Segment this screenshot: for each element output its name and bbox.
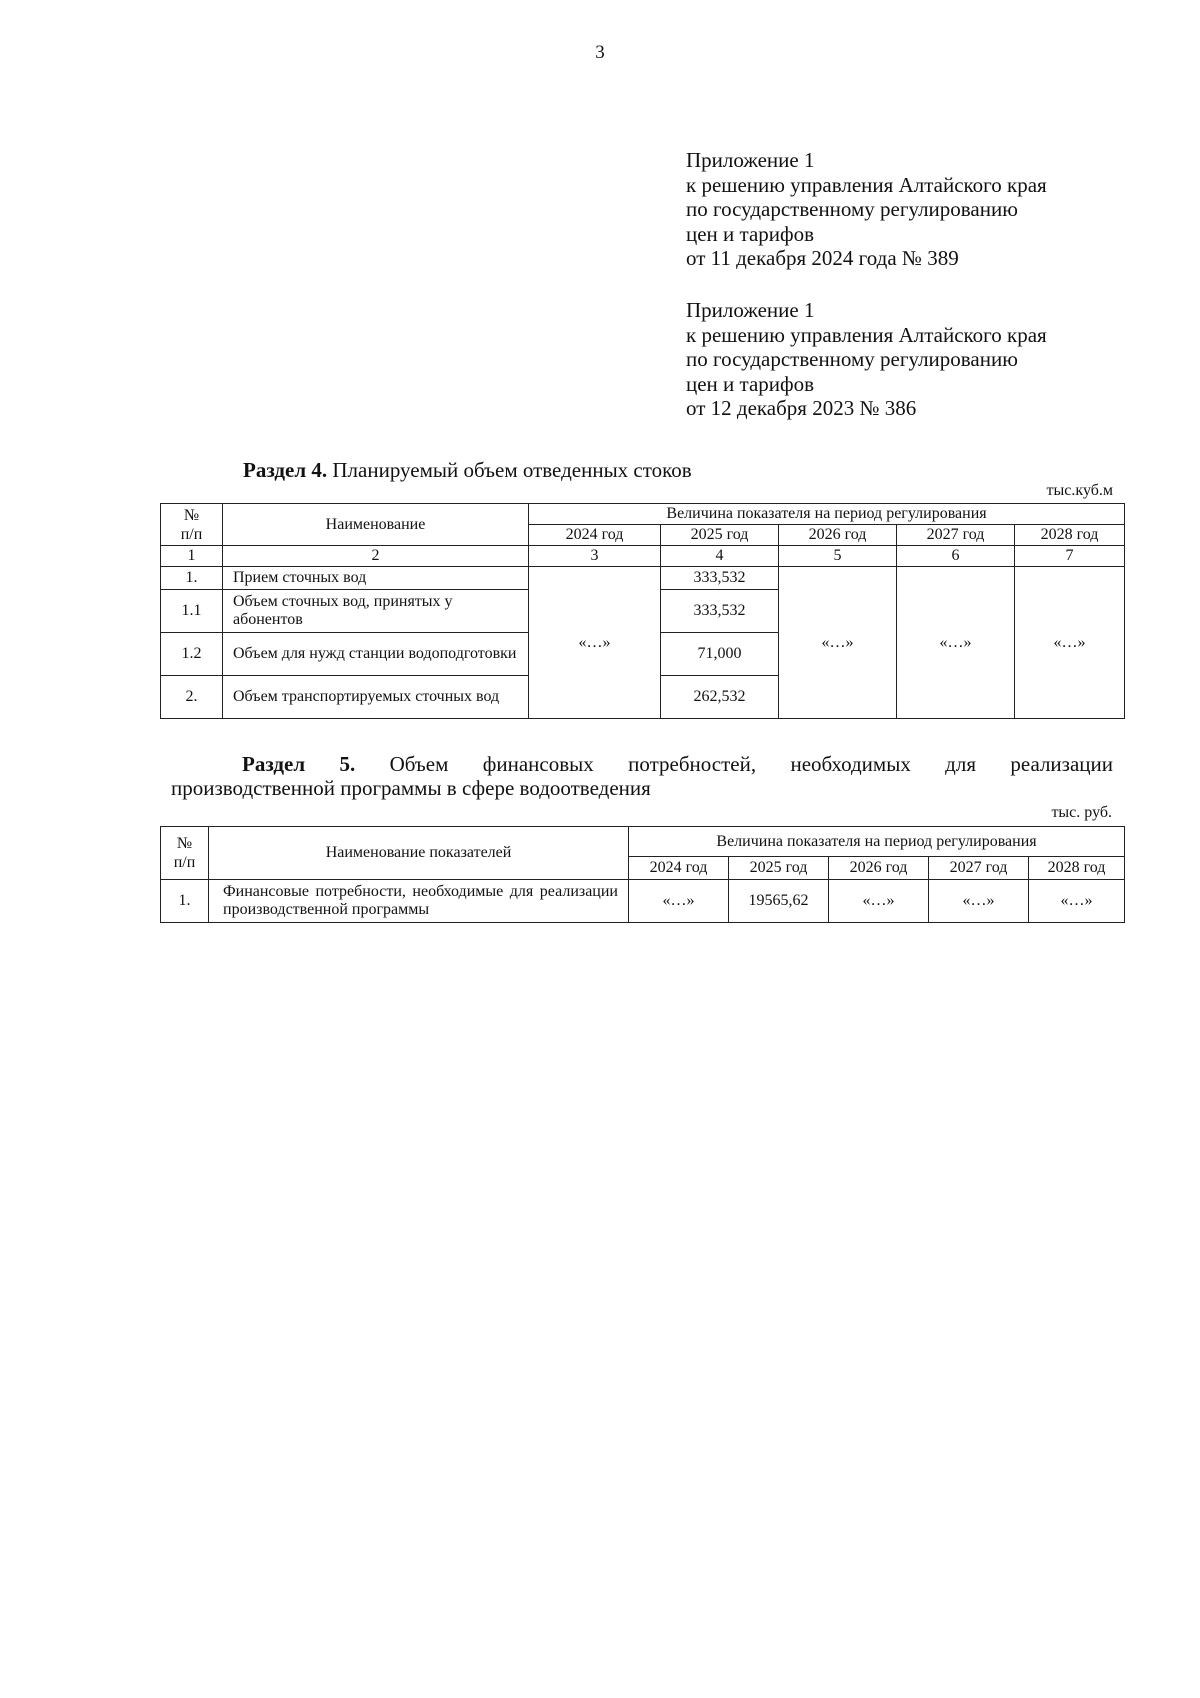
section4-heading	[243, 458, 692, 483]
header-year: 2028 год	[1029, 857, 1125, 880]
section5-heading	[171, 752, 1113, 800]
appendix-line: по государственному регулированию	[686, 197, 1018, 221]
row-name: Объем для нужд станции водоподготовки	[223, 633, 529, 676]
value-2025: 262,532	[661, 676, 779, 719]
merged-value-2024: «…»	[529, 567, 661, 719]
section5-title-line2: производственной программы в сфере водоотведения	[171, 776, 651, 800]
appendix-line: цен и тарифов	[686, 371, 815, 396]
column-number: 7	[1015, 546, 1125, 567]
column-number: 3	[529, 546, 661, 567]
appendix-2023-block	[686, 298, 1047, 421]
appendix-title: Приложение 1	[686, 298, 815, 322]
header-year: 2024 год	[529, 525, 661, 546]
appendix-title: Приложение 1	[686, 148, 815, 172]
header-num-abbrev: п/п	[180, 525, 203, 543]
row-number: 1.1	[161, 590, 223, 633]
header-year: 2025 год	[661, 525, 779, 546]
value-2024: «…»	[629, 880, 729, 923]
table-row	[161, 880, 1125, 923]
header-year: 2026 год	[829, 857, 929, 880]
header-year: 2027 год	[897, 525, 1015, 546]
section5-title-line1: Объем финансовых потребностей, необходимых для реализации	[389, 752, 1113, 776]
merged-value-2028: «…»	[1015, 567, 1125, 719]
value-2025: 333,532	[661, 567, 779, 590]
section4-title: Планируемый объем отведенных стоков	[332, 458, 692, 482]
section5-table	[160, 826, 1125, 923]
merged-value-2027: «…»	[897, 567, 1015, 719]
column-number: 6	[897, 546, 1015, 567]
appendix-line: цен и тарифов	[686, 221, 815, 246]
header-year: 2024 год	[629, 857, 729, 880]
section5-heading-line1	[171, 752, 1113, 776]
value-2025: 19565,62	[729, 880, 829, 923]
value-2027: «…»	[929, 880, 1029, 923]
appendix-2024-block	[686, 148, 1047, 271]
column-number: 2	[223, 546, 529, 567]
row-number: 1.	[161, 567, 223, 590]
header-num	[161, 827, 209, 880]
header-year: 2026 год	[779, 525, 897, 546]
header-name: Наименование	[223, 504, 529, 546]
header-num-abbrev: п/п	[173, 854, 196, 871]
appendix-decision-date: от 12 декабря 2023 № 386	[686, 396, 917, 420]
header-num-symbol: №	[176, 835, 193, 852]
value-2025: 71,000	[661, 633, 779, 676]
row-name: Финансовые потребности, необходимые для реализации производственной программы	[209, 880, 629, 923]
header-num-symbol: №	[183, 506, 200, 524]
value-2025: 333,532	[661, 590, 779, 633]
appendix-line: к решению управления Алтайского края	[686, 172, 1047, 197]
header-period: Величина показателя на период регулирования	[629, 827, 1125, 857]
value-2028: «…»	[1029, 880, 1125, 923]
column-number: 5	[779, 546, 897, 567]
section5-label: Раздел 5.	[242, 752, 356, 776]
page-number: 3	[595, 42, 605, 63]
table-row	[161, 567, 1125, 590]
appendix-line: по государственному регулированию	[686, 347, 1018, 371]
appendix-line: к решению управления Алтайского края	[686, 322, 1047, 347]
header-year: 2028 год	[1015, 525, 1125, 546]
row-name: Объем транспортируемых сточных вод	[223, 676, 529, 719]
row-number: 1.	[161, 880, 209, 923]
row-number: 1.2	[161, 633, 223, 676]
section4-label: Раздел 4.	[243, 458, 328, 482]
appendix-decision-date: от 11 декабря 2024 года № 389	[686, 246, 959, 270]
table-header-row	[161, 827, 1125, 857]
header-year: 2027 год	[929, 857, 1029, 880]
row-name: Объем сточных вод, принятых у абонентов	[223, 590, 529, 633]
value-2026: «…»	[829, 880, 929, 923]
column-number: 1	[161, 546, 223, 567]
header-name: Наименование показателей	[209, 827, 629, 880]
column-number-row	[161, 546, 1125, 567]
header-period: Величина показателя на период регулирования	[529, 504, 1125, 525]
section5-unit: тыс. руб.	[1051, 804, 1112, 821]
row-number: 2.	[161, 676, 223, 719]
row-name: Прием сточных вод	[223, 567, 529, 590]
section4-unit: тыс.куб.м	[1046, 482, 1113, 499]
merged-value-2026: «…»	[779, 567, 897, 719]
section4-table	[160, 503, 1125, 719]
header-num	[161, 504, 223, 546]
column-number: 4	[661, 546, 779, 567]
header-year: 2025 год	[729, 857, 829, 880]
table-header-row	[161, 504, 1125, 525]
